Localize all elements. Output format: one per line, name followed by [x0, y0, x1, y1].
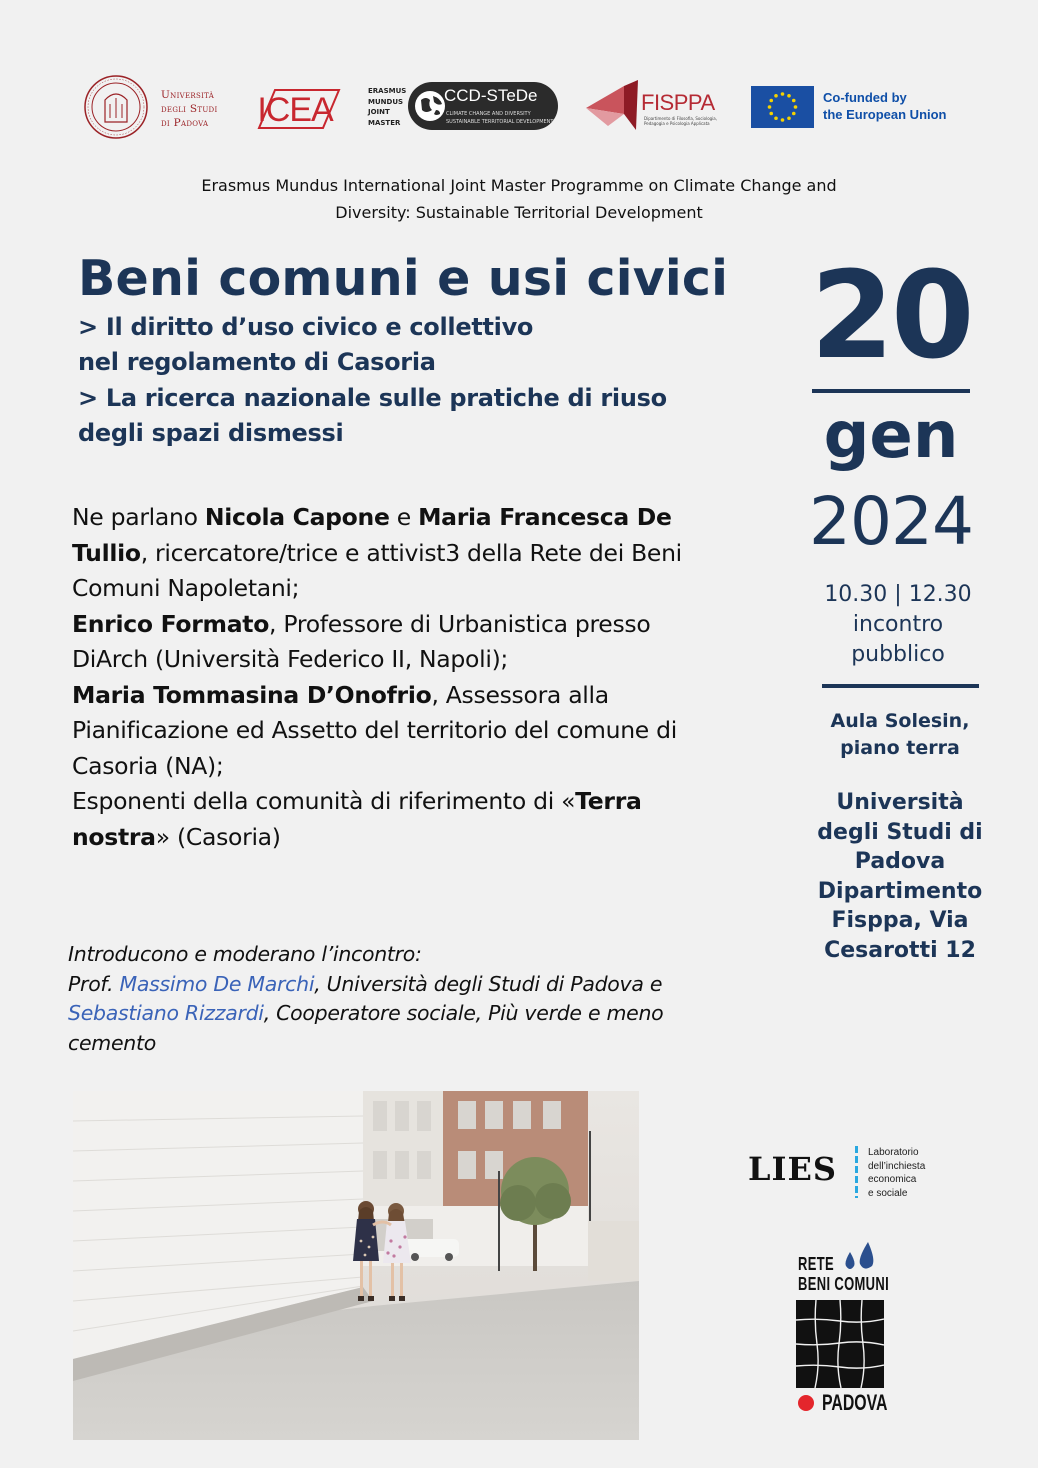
- address-line: Fisppa, Via: [831, 908, 969, 934]
- time-range: 10.30 | 12.30: [824, 582, 972, 607]
- eu-star: [769, 99, 773, 103]
- subtitle-2: [78, 381, 667, 451]
- speaker-name: Nicola Capone: [204, 503, 390, 531]
- eu-star: [794, 105, 798, 109]
- address-line: Cesarotti 12: [824, 937, 976, 963]
- subtitle-1: [78, 310, 533, 380]
- black-grid-icon: [796, 1300, 884, 1388]
- lies-wordmark: LIES: [748, 1150, 837, 1188]
- address-line: Università: [836, 790, 964, 815]
- unipd-logo: [83, 74, 233, 142]
- address-line: Padova: [854, 849, 946, 875]
- speaker-role: , ricercatore/trice e attivist3 della Rete dei Beni Comuni Napoletani;: [72, 538, 682, 602]
- programme-line2: Diversity: Sustainable Territorial Development: [335, 203, 703, 222]
- ccd-subtitle-2: SUSTAINABLE TERRITORIAL DEVELOPMENT: [446, 119, 554, 125]
- room-line1: Aula Solesin,: [830, 710, 970, 732]
- event-type-line1: incontro: [852, 612, 944, 637]
- moderator-name-link[interactable]: Sebastiano Rizzardi: [68, 1001, 264, 1025]
- eu-star: [792, 99, 796, 103]
- ccd-stede-logo: [368, 82, 558, 132]
- eu-star: [787, 116, 791, 120]
- lies-divider: [855, 1146, 858, 1198]
- icea-logo: [255, 88, 341, 130]
- event-type-line2: pubblico: [851, 642, 945, 667]
- red-dot-icon: [798, 1395, 814, 1411]
- two-girls-street-image: [73, 1091, 639, 1440]
- lies-sub-line: e sociale: [868, 1187, 908, 1199]
- ccd-pill: [408, 82, 558, 130]
- eu-star: [768, 105, 772, 109]
- eu-flag-icon: [751, 86, 814, 128]
- subtitle-2-line2: degli spazi dismessi: [78, 419, 344, 447]
- moderators-paragraph: [68, 940, 688, 1058]
- rete-line2: BENI COMUNI: [798, 1274, 890, 1294]
- moderator-affiliation: , Cooperatore sociale, Più verde e meno cemento: [68, 1001, 664, 1055]
- address-line: degli Studi di: [817, 819, 983, 845]
- icea-mark-icon: [255, 88, 341, 130]
- eu-star: [781, 118, 785, 122]
- rete-beni-comuni-logo: [796, 1240, 896, 1420]
- ccd-left-line: JOINT: [368, 108, 390, 116]
- fisppa-logo: [584, 80, 724, 132]
- subtitle-1-line2: nel regolamento di Casoria: [78, 348, 436, 376]
- date-divider: [812, 389, 970, 393]
- eu-star: [787, 94, 791, 98]
- location-divider: [822, 684, 979, 688]
- lies-subtitle: [868, 1146, 925, 1200]
- fisppa-mark-icon: [584, 80, 642, 132]
- room-line2: piano terra: [840, 737, 960, 759]
- unipd-name-line3: di Padova: [161, 117, 209, 129]
- programme-description: [100, 172, 938, 226]
- fisppa-subtitle: Dipartimento di Filosofia, Sociologia, Pedagogia e Psicologia Applicata: [644, 116, 718, 126]
- event-address: [810, 788, 990, 966]
- street-photo: [73, 1091, 639, 1440]
- speaker-name: Maria Francesca De Tullio: [72, 503, 672, 567]
- ccd-left-line: ERASMUS: [368, 87, 407, 95]
- date-day: 20: [810, 247, 972, 386]
- eu-line1: Co-funded by: [823, 90, 907, 105]
- subtitle-1-line1: > Il diritto d’uso civico e collettivo: [78, 313, 534, 341]
- community-prefix: Esponenti della comunità di riferimento di «: [72, 787, 576, 815]
- globe-icon: [412, 88, 448, 124]
- subtitle-2-line1: > La ricerca nazionale sulle pratiche di riuso: [78, 384, 667, 412]
- programme-line1: Erasmus Mundus International Joint Master Programme on Climate Change and: [201, 176, 837, 195]
- eu-star: [792, 112, 796, 116]
- community-suffix: » (Casoria): [155, 822, 281, 851]
- event-room: [810, 708, 990, 762]
- ccd-left-line: MASTER: [368, 118, 401, 127]
- community-name: Terra nostra: [72, 787, 642, 851]
- eu-star: [769, 112, 773, 116]
- eu-line2: the European Union: [823, 107, 947, 122]
- rete-line1: RETE: [798, 1254, 835, 1274]
- eu-star: [774, 116, 778, 120]
- conjunction: e: [389, 503, 419, 531]
- address-line: Dipartimento: [817, 878, 983, 904]
- eu-cofunded-logo: [751, 86, 971, 128]
- event-title: Beni comuni e usi civici: [78, 250, 729, 307]
- eu-star: [781, 92, 785, 96]
- lies-sub-line: economica: [868, 1174, 917, 1185]
- date-month: gen: [823, 399, 959, 473]
- speaker-name: Enrico Formato: [72, 609, 270, 638]
- fisppa-name: FISPPA: [641, 90, 715, 115]
- unipd-name-line1: Università: [161, 89, 215, 101]
- water-drops-icon: [842, 1240, 882, 1272]
- ccd-subtitle-1: CLIMATE CHANGE AND DIVERSITY: [446, 111, 531, 117]
- moderator-affiliation: , Università degli Studi di Padova e: [314, 971, 663, 996]
- moderator-title: Prof.: [68, 971, 120, 996]
- moderator-name-link[interactable]: Massimo De Marchi: [119, 971, 315, 996]
- event-time: [808, 580, 988, 670]
- icea-wordmark: ICEA: [257, 91, 333, 129]
- speaker-role: , Assessora alla Pianificazione ed Assetto del territorio del comune di Casoria (NA);: [72, 680, 677, 780]
- lies-logo: [748, 1146, 948, 1200]
- moderators-intro: Introducono e moderano l’incontro:: [68, 942, 422, 966]
- unipd-seal-icon: [83, 74, 149, 140]
- eu-star: [774, 94, 778, 98]
- unipd-name-line2: degli Studi: [161, 103, 218, 115]
- speaker-role: , Professore di Urbanistica presso DiArch (Università Federico II, Napoli);: [72, 609, 651, 673]
- ccd-left-line: MUNDUS: [368, 97, 404, 106]
- speakers-intro: Ne parlano: [72, 503, 205, 531]
- erasmus-mundus-label: [368, 86, 406, 128]
- date-year: 2024: [809, 483, 973, 560]
- rete-city: PADOVA: [822, 1390, 888, 1415]
- lies-sub-line: dell’inchiesta: [868, 1160, 926, 1172]
- ccd-title: CCD-STeDe: [444, 86, 538, 105]
- lies-sub-line: Laboratorio: [868, 1147, 919, 1158]
- speaker-name: Maria Tommasina D’Onofrio: [72, 680, 432, 709]
- speakers-paragraph: [72, 500, 732, 855]
